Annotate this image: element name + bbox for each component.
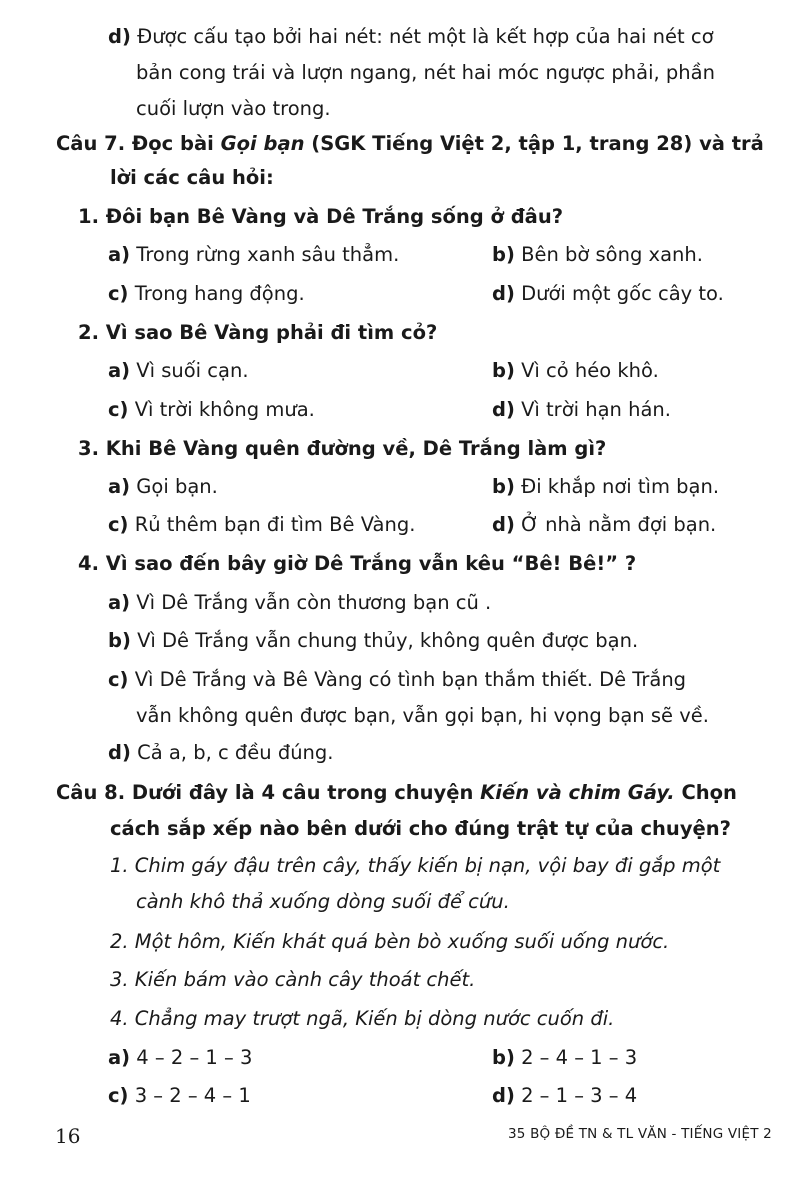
option-d xyxy=(492,512,716,538)
option-a xyxy=(108,590,491,616)
option-label: d) xyxy=(492,513,515,536)
story-sentence-1: 1. Chim gáy đậu trên cây, thấy kiến bị nạn, vội bay đi gắp một xyxy=(110,854,721,877)
option-label: b) xyxy=(492,359,515,382)
option-text: Vì trời không mưa. xyxy=(134,398,315,421)
option-text: Vì Dê Trắng và Bê Vàng có tình bạn thắm thiết. Dê Trắng xyxy=(134,668,687,691)
question-text-line: cách sắp xếp nào bên dưới cho đúng trật tự của chuyện? xyxy=(110,817,731,840)
option-text: Cả a, b, c đều đúng. xyxy=(137,741,334,764)
option-label: b) xyxy=(492,1046,515,1069)
option-d xyxy=(492,281,724,307)
option-label: d) xyxy=(108,25,131,48)
option-label: c) xyxy=(108,398,129,421)
option-b xyxy=(492,1045,637,1071)
option-text: Vì suối cạn. xyxy=(136,359,249,382)
option-a xyxy=(108,358,249,384)
question-label: Câu 7. xyxy=(56,132,126,155)
option-text: Rủ thêm bạn đi tìm Bê Vàng. xyxy=(134,513,416,536)
sub-question-number: 3. xyxy=(78,437,99,460)
option-a xyxy=(108,474,218,500)
sub-question-text: Đôi bạn Bê Vàng và Dê Trắng sống ở đâu? xyxy=(105,205,564,228)
option-text: 2 – 1 – 3 – 4 xyxy=(521,1084,638,1107)
option-label: d) xyxy=(108,741,131,764)
story-sentence-1-cont: cành khô thả xuống dòng suối để cứu. xyxy=(136,890,510,913)
option-d xyxy=(492,1083,637,1109)
option-label: c) xyxy=(108,1084,129,1107)
book-title-footer: 35 BỘ ĐỀ TN & TL VĂN - TIẾNG VIỆT 2 xyxy=(508,1126,772,1142)
option-text: Gọi bạn. xyxy=(136,475,218,498)
option-label: b) xyxy=(492,243,515,266)
question-7-heading xyxy=(56,131,764,157)
question-label: Câu 8. xyxy=(56,781,126,804)
story-sentence-3: 3. Kiến bám vào cành cây thoát chết. xyxy=(110,968,476,991)
option-c xyxy=(108,281,305,307)
option-b xyxy=(492,242,703,268)
option-label: d) xyxy=(492,282,515,305)
sub-question-1 xyxy=(78,204,563,230)
option-label: a) xyxy=(108,475,131,498)
option-text: Được cấu tạo bởi hai nét: nét một là kết hợp của hai nét cơ xyxy=(137,25,714,48)
question-text: Chọn xyxy=(681,781,737,804)
option-text-line: vẫn không quên được bạn, vẫn gọi bạn, hi vọng bạn sẽ về. xyxy=(136,704,709,727)
option-label: b) xyxy=(108,629,131,652)
option-text: Vì Dê Trắng vẫn chung thủy, không quên được bạn. xyxy=(137,629,639,652)
sub-question-number: 2. xyxy=(78,321,99,344)
option-text: 3 – 2 – 4 – 1 xyxy=(134,1084,251,1107)
option-c xyxy=(108,1083,251,1109)
sub-question-text: Vì sao Bê Vàng phải đi tìm cỏ? xyxy=(105,321,438,344)
story-sentence-4: 4. Chẳng may trượt ngã, Kiến bị dòng nước cuốn đi. xyxy=(110,1007,615,1030)
option-label: c) xyxy=(108,513,129,536)
question-text: Dưới đây là 4 câu trong chuyện xyxy=(131,781,474,804)
story-sentence-2: 2. Một hôm, Kiến khát quá bèn bò xuống suối uống nước. xyxy=(110,930,670,953)
option-label: c) xyxy=(108,668,129,691)
option-a xyxy=(108,242,399,268)
option-text: Vì cỏ héo khô. xyxy=(521,359,659,382)
option-c xyxy=(108,512,415,538)
option-c xyxy=(108,667,686,693)
sub-question-text: Khi Bê Vàng quên đường về, Dê Trắng làm gì? xyxy=(105,437,607,460)
option-c xyxy=(108,397,315,423)
page-number: 16 xyxy=(55,1124,81,1148)
option-text: Vì trời hạn hán. xyxy=(521,398,671,421)
story-title: Kiến và chim Gáy. xyxy=(480,781,675,804)
option-d-continued xyxy=(108,24,714,50)
question-8-heading xyxy=(56,780,737,806)
option-label: c) xyxy=(108,282,129,305)
question-text: Đọc bài xyxy=(131,132,214,155)
sub-question-3 xyxy=(78,436,606,462)
option-b xyxy=(492,358,659,384)
sub-question-number: 4. xyxy=(78,552,99,575)
lesson-title: Gọi bạn xyxy=(220,132,305,155)
option-text: Trong rừng xanh sâu thẳm. xyxy=(136,243,400,266)
option-b xyxy=(108,628,638,654)
question-text-line: lời các câu hỏi: xyxy=(110,166,274,189)
option-text: Dưới một gốc cây to. xyxy=(521,282,724,305)
option-label: b) xyxy=(492,475,515,498)
option-text-line: bản cong trái và lượn ngang, nét hai móc ngược phải, phần xyxy=(136,61,715,84)
sub-question-2 xyxy=(78,320,437,346)
option-text: Ở nhà nằm đợi bạn. xyxy=(521,513,717,536)
option-label: a) xyxy=(108,359,131,382)
sub-question-4 xyxy=(78,551,636,577)
option-label: d) xyxy=(492,398,515,421)
sub-question-number: 1. xyxy=(78,205,99,228)
sub-question-text: Vì sao đến bây giờ Dê Trắng vẫn kêu “Bê! Bê!” ? xyxy=(105,552,637,575)
option-text: Bên bờ sông xanh. xyxy=(521,243,703,266)
option-d xyxy=(108,740,334,766)
option-label: a) xyxy=(108,1046,131,1069)
option-text: Đi khắp nơi tìm bạn. xyxy=(521,475,720,498)
option-text: Trong hang động. xyxy=(134,282,305,305)
option-label: a) xyxy=(108,591,131,614)
option-label: a) xyxy=(108,243,131,266)
option-a xyxy=(108,1045,252,1071)
question-text: (SGK Tiếng Việt 2, tập 1, trang 28) và trả xyxy=(311,132,764,155)
option-b xyxy=(492,474,719,500)
option-d xyxy=(492,397,671,423)
option-text-line: cuối lượn vào trong. xyxy=(136,97,331,120)
option-label: d) xyxy=(492,1084,515,1107)
option-text: 4 – 2 – 1 – 3 xyxy=(136,1046,253,1069)
option-text: 2 – 4 – 1 – 3 xyxy=(521,1046,638,1069)
option-text: Vì Dê Trắng vẫn còn thương bạn cũ . xyxy=(136,591,492,614)
